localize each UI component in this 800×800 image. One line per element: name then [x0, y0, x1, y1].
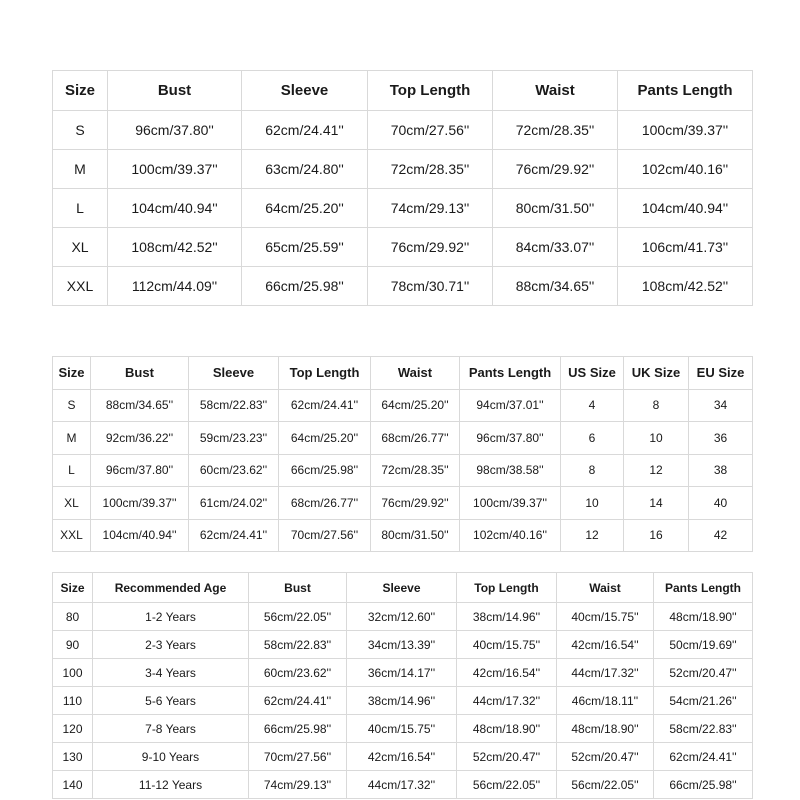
measurement-cell: 2-3 Years	[93, 631, 249, 659]
table-header-row	[53, 573, 753, 603]
table-header-row	[53, 357, 753, 390]
column-header: Top Length	[279, 357, 371, 390]
measurement-cell: 8	[561, 454, 624, 487]
table-row	[53, 743, 753, 771]
column-header: Recommended Age	[93, 573, 249, 603]
measurement-cell: 14	[624, 487, 689, 520]
table-row	[53, 111, 753, 150]
measurement-cell: 100cm/39.37''	[108, 150, 242, 189]
measurement-cell: 54cm/21.26''	[654, 687, 753, 715]
measurement-cell: 34cm/13.39''	[347, 631, 457, 659]
measurement-cell: 10	[624, 422, 689, 455]
measurement-cell: 62cm/24.41''	[279, 389, 371, 422]
measurement-cell: 104cm/40.94''	[618, 189, 753, 228]
size-cell: S	[53, 111, 108, 150]
measurement-cell: 72cm/28.35''	[368, 150, 493, 189]
table-row	[53, 603, 753, 631]
measurement-cell: 34	[689, 389, 753, 422]
measurement-cell: 61cm/24.02''	[189, 487, 279, 520]
measurement-cell: 60cm/23.62''	[189, 454, 279, 487]
measurement-cell: 56cm/22.05''	[557, 771, 654, 799]
size-cell: XL	[53, 228, 108, 267]
measurement-cell: 58cm/22.83''	[654, 715, 753, 743]
measurement-cell: 40	[689, 487, 753, 520]
measurement-cell: 68cm/26.77''	[279, 487, 371, 520]
size-cell: M	[53, 422, 91, 455]
measurement-cell: 48cm/18.90''	[654, 603, 753, 631]
measurement-cell: 70cm/27.56''	[249, 743, 347, 771]
column-header: Top Length	[457, 573, 557, 603]
table-row	[53, 519, 753, 552]
measurement-cell: 100cm/39.37''	[91, 487, 189, 520]
measurement-cell: 72cm/28.35''	[371, 454, 460, 487]
measurement-cell: 56cm/22.05''	[249, 603, 347, 631]
measurement-cell: 68cm/26.77''	[371, 422, 460, 455]
measurement-cell: 6	[561, 422, 624, 455]
column-header: Bust	[91, 357, 189, 390]
measurement-cell: 12	[624, 454, 689, 487]
measurement-cell: 9-10 Years	[93, 743, 249, 771]
measurement-cell: 106cm/41.73''	[618, 228, 753, 267]
measurement-cell: 62cm/24.41''	[654, 743, 753, 771]
measurement-cell: 88cm/34.65''	[493, 267, 618, 306]
measurement-cell: 44cm/17.32''	[557, 659, 654, 687]
table-row	[53, 687, 753, 715]
measurement-cell: 64cm/25.20''	[279, 422, 371, 455]
table-row	[53, 631, 753, 659]
table-row	[53, 454, 753, 487]
column-header: Size	[53, 71, 108, 111]
measurement-cell: 96cm/37.80''	[108, 111, 242, 150]
measurement-cell: 66cm/25.98''	[249, 715, 347, 743]
measurement-cell: 62cm/24.41''	[189, 519, 279, 552]
measurement-cell: 38cm/14.96''	[457, 603, 557, 631]
table-row	[53, 659, 753, 687]
measurement-cell: 32cm/12.60''	[347, 603, 457, 631]
measurement-cell: 108cm/42.52''	[108, 228, 242, 267]
measurement-cell: 70cm/27.56''	[279, 519, 371, 552]
measurement-cell: 66cm/25.98''	[279, 454, 371, 487]
column-header: Pants Length	[618, 71, 753, 111]
measurement-cell: 46cm/18.11''	[557, 687, 654, 715]
measurement-cell: 58cm/22.83''	[189, 389, 279, 422]
table-row	[53, 228, 753, 267]
size-chart-table-adult-1	[52, 70, 753, 306]
measurement-cell: 7-8 Years	[93, 715, 249, 743]
size-cell: 140	[53, 771, 93, 799]
size-cell: M	[53, 150, 108, 189]
size-cell: L	[53, 189, 108, 228]
measurement-cell: 1-2 Years	[93, 603, 249, 631]
measurement-cell: 52cm/20.47''	[457, 743, 557, 771]
measurement-cell: 40cm/15.75''	[557, 603, 654, 631]
measurement-cell: 56cm/22.05''	[457, 771, 557, 799]
measurement-cell: 4	[561, 389, 624, 422]
column-header: Sleeve	[242, 71, 368, 111]
size-cell: 90	[53, 631, 93, 659]
measurement-cell: 50cm/19.69''	[654, 631, 753, 659]
measurement-cell: 5-6 Years	[93, 687, 249, 715]
size-cell: 110	[53, 687, 93, 715]
measurement-cell: 62cm/24.41''	[242, 111, 368, 150]
column-header: UK Size	[624, 357, 689, 390]
measurement-cell: 70cm/27.56''	[368, 111, 493, 150]
measurement-cell: 40cm/15.75''	[347, 715, 457, 743]
measurement-cell: 42cm/16.54''	[457, 659, 557, 687]
measurement-cell: 102cm/40.16''	[460, 519, 561, 552]
column-header: Waist	[557, 573, 654, 603]
table-row	[53, 422, 753, 455]
measurement-cell: 36cm/14.17''	[347, 659, 457, 687]
column-header: Waist	[493, 71, 618, 111]
size-chart-table-kids	[52, 572, 753, 799]
measurement-cell: 76cm/29.92''	[493, 150, 618, 189]
measurement-cell: 38	[689, 454, 753, 487]
measurement-cell: 3-4 Years	[93, 659, 249, 687]
column-header: Waist	[371, 357, 460, 390]
measurement-cell: 88cm/34.65''	[91, 389, 189, 422]
measurement-cell: 76cm/29.92''	[371, 487, 460, 520]
measurement-cell: 44cm/17.32''	[457, 687, 557, 715]
table-header-row	[53, 71, 753, 111]
table-row	[53, 771, 753, 799]
measurement-cell: 92cm/36.22''	[91, 422, 189, 455]
measurement-cell: 74cm/29.13''	[249, 771, 347, 799]
measurement-cell: 52cm/20.47''	[654, 659, 753, 687]
measurement-cell: 8	[624, 389, 689, 422]
measurement-cell: 80cm/31.50''	[493, 189, 618, 228]
column-header: Size	[53, 357, 91, 390]
measurement-cell: 78cm/30.71''	[368, 267, 493, 306]
measurement-cell: 38cm/14.96''	[347, 687, 457, 715]
measurement-cell: 102cm/40.16''	[618, 150, 753, 189]
measurement-cell: 66cm/25.98''	[654, 771, 753, 799]
size-cell: S	[53, 389, 91, 422]
measurement-cell: 10	[561, 487, 624, 520]
measurement-cell: 76cm/29.92''	[368, 228, 493, 267]
measurement-cell: 96cm/37.80''	[460, 422, 561, 455]
size-cell: XXL	[53, 267, 108, 306]
column-header: Top Length	[368, 71, 493, 111]
measurement-cell: 59cm/23.23''	[189, 422, 279, 455]
column-header: Size	[53, 573, 93, 603]
measurement-cell: 104cm/40.94''	[91, 519, 189, 552]
measurement-cell: 108cm/42.52''	[618, 267, 753, 306]
measurement-cell: 42cm/16.54''	[347, 743, 457, 771]
column-header: Pants Length	[654, 573, 753, 603]
measurement-cell: 12	[561, 519, 624, 552]
size-cell: L	[53, 454, 91, 487]
column-header: US Size	[561, 357, 624, 390]
measurement-cell: 64cm/25.20''	[371, 389, 460, 422]
table-row	[53, 389, 753, 422]
measurement-cell: 84cm/33.07''	[493, 228, 618, 267]
measurement-cell: 65cm/25.59''	[242, 228, 368, 267]
measurement-cell: 100cm/39.37''	[460, 487, 561, 520]
measurement-cell: 96cm/37.80''	[91, 454, 189, 487]
measurement-cell: 66cm/25.98''	[242, 267, 368, 306]
measurement-cell: 48cm/18.90''	[457, 715, 557, 743]
table-row	[53, 487, 753, 520]
column-header: Bust	[249, 573, 347, 603]
measurement-cell: 98cm/38.58''	[460, 454, 561, 487]
measurement-cell: 112cm/44.09''	[108, 267, 242, 306]
size-cell: 120	[53, 715, 93, 743]
size-cell: 130	[53, 743, 93, 771]
table-row	[53, 715, 753, 743]
measurement-cell: 40cm/15.75''	[457, 631, 557, 659]
column-header: Pants Length	[460, 357, 561, 390]
measurement-cell: 62cm/24.41''	[249, 687, 347, 715]
measurement-cell: 94cm/37.01''	[460, 389, 561, 422]
measurement-cell: 60cm/23.62''	[249, 659, 347, 687]
measurement-cell: 48cm/18.90''	[557, 715, 654, 743]
measurement-cell: 42cm/16.54''	[557, 631, 654, 659]
column-header: Sleeve	[347, 573, 457, 603]
size-cell: 80	[53, 603, 93, 631]
size-cell: XL	[53, 487, 91, 520]
size-cell: XXL	[53, 519, 91, 552]
column-header: Sleeve	[189, 357, 279, 390]
measurement-cell: 64cm/25.20''	[242, 189, 368, 228]
measurement-cell: 16	[624, 519, 689, 552]
measurement-cell: 80cm/31.50''	[371, 519, 460, 552]
column-header: Bust	[108, 71, 242, 111]
table-row	[53, 189, 753, 228]
size-chart-table-adult-2	[52, 356, 753, 552]
measurement-cell: 11-12 Years	[93, 771, 249, 799]
table-row	[53, 150, 753, 189]
measurement-cell: 44cm/17.32''	[347, 771, 457, 799]
table-row	[53, 267, 753, 306]
measurement-cell: 74cm/29.13''	[368, 189, 493, 228]
measurement-cell: 52cm/20.47''	[557, 743, 654, 771]
measurement-cell: 42	[689, 519, 753, 552]
measurement-cell: 100cm/39.37''	[618, 111, 753, 150]
measurement-cell: 36	[689, 422, 753, 455]
column-header: EU Size	[689, 357, 753, 390]
measurement-cell: 72cm/28.35''	[493, 111, 618, 150]
measurement-cell: 63cm/24.80''	[242, 150, 368, 189]
measurement-cell: 104cm/40.94''	[108, 189, 242, 228]
size-cell: 100	[53, 659, 93, 687]
measurement-cell: 58cm/22.83''	[249, 631, 347, 659]
